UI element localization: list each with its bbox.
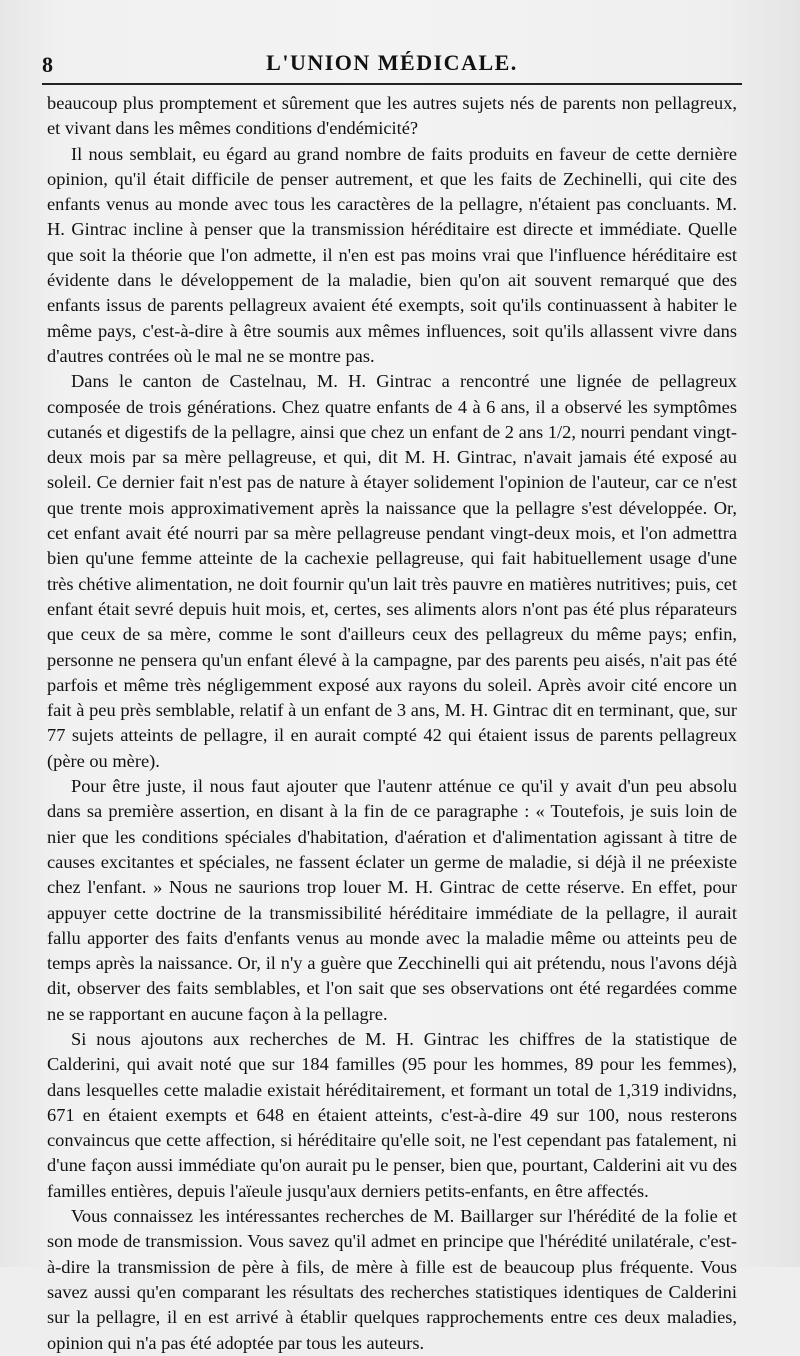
paragraph-castelnau-case: Dans le canton de Castelnau, M. H. Gintrac a rencontré une lignée de pellagreux composée de trois générations. Chez quatre enfants de 4 à 6 ans, il a observé les symptômes cutanés et digestifs de la pellagre, ainsi que chez un enfant de 2 ans 1/2, nourri pendant vingt-deux mois par sa mère pellagreuse, et qui, dit M. H. Gintrac, n'avait jamais été exposé au soleil. Ce dernier fait n'est pas de nature à étayer solidement l'opinion de l'auteur, car ce n'est que trente mois approximativement après la naissance que la pellagre s'est développée. Or, cet enfant avait été nourri par sa mère pellagreuse pendant vingt-deux mois, et l'on admettra bien qu'une femme atteinte de la cachexie pellagreuse, qui fait habituellement usage d'une très chétive alimentation, ne doit fournir qu'un lait très pauvre en matières nutritives; puis, cet enfant était sevré depuis huit mois, et, certes, ses aliments alors n'ont pas été plus réparateurs que ceux de sa mère, comme le sont d'ailleurs ceux des pellagreux du même pays; enfin, personne ne pensera qu'un enfant élevé à la campagne, par des parents peu aisés, n'ait pas été parfois et même très négligemment exposé aux rayons du soleil. Après avoir cité encore un fait à peu près semblable, relatif à un enfant de 3 ans, M. H. Gintrac dit en terminant, que, sur 77 sujets atteints de pellagre, il en aurait compté 42 qui étaient issus de parents pellagreux (père ou mère). <box>47 371 737 771</box>
paragraph-continuation: beaucoup plus promptement et sûrement que les autres sujets nés de parents non pellagreux, et vivant dans les mêmes conditions d'endémicité? <box>47 93 737 139</box>
paragraph-hereditary-opinion: Il nous semblait, eu égard au grand nombre de faits produits en faveur de cette dernière opinion, qu'il était difficile de penser autrement, et que les faits de Zechinelli, qui cite des enfants venus au monde avec tous les caractères de la pellagre, n'étaient pas concluants. M. H. Gintrac incline à penser que la transmission héréditaire est directe et immédiate. Quelle que soit la théorie que l'on admette, il n'en est pas moins vrai que l'influence héréditaire est évidente dans le développement de la maladie, bien qu'on ait souvent remarqué que des enfants issus de parents pellagreux avaient été exempts, soit qu'ils continuassent à habiter le même pays, c'est-à-dire à être soumis aux mêmes influences, soit qu'ils allassent vivre dans d'autres contrées où le mal ne se montre pas. <box>47 143 737 366</box>
page-number: 8 <box>42 52 53 77</box>
article-body <box>47 91 737 1356</box>
header-rule <box>42 83 742 85</box>
paragraph-baillarger-research: Vous connaissez les intéressantes recherches de M. Baillarger sur l'hérédité de la folie et son mode de transmission. Vous savez qu'il admet en principe que l'hérédité unilatérale, c'est-à-dire la transmission de père à fils, de mère à fille est de beaucoup plus fréquente. Vous savez aussi qu'en comparant les résultats des recherches statistiques identiques de Calderini sur la pellagre, il en est arrivé à établir quelques rapprochements entre ces deux maladies, opinion qui n'a pas été adoptée par tous les auteurs. <box>47 1206 737 1353</box>
running-head <box>42 44 742 76</box>
journal-title: L'UNION MÉDICALE. <box>266 50 518 75</box>
paragraph-calderini-statistics: Si nous ajoutons aux recherches de M. H. Gintrac les chiffres de la statistique de Calderini, qui avait noté que sur 184 familles (95 pour les hommes, 89 pour les femmes), dans lesquelles cette maladie existait héréditairement, et formant un total de 1,319 individns, 671 en étaient exempts et 648 en étaient atteints, c'est-à-dire 49 sur 100, nous resterons convaincus que cette affection, si héréditaire qu'elle soit, ne l'est cependant pas fatalement, ni d'une façon aussi immédiate qu'on aurait pu le penser, bien que, pourtant, Calderini ait vu des familles entières, depuis l'aïeule jusqu'aux derniers petits-enfants, en être affectés. <box>47 1028 737 1201</box>
paragraph-author-reservation: Pour être juste, il nous faut ajouter que l'autenr atténue ce qu'il y avait d'un peu absolu dans sa première assertion, en disant à la fin de ce paragraphe : « Toutefois, je suis loin de nier que les conditions spéciales d'habitation, d'aération et d'alimentation agissant à titre de causes excitantes et spéciales, ne fassent éclater un germe de maladie, si déjà il ne préexiste chez l'enfant. » Nous ne saurions trop louer M. H. Gintrac de cette réserve. En effet, pour appuyer cette doctrine de la transmissibilité héréditaire immédiate de la pellagre, il aurait fallu apporter des faits d'enfants venus au monde avec la maladie même ou atteints peu de temps après la naissance. Or, il n'y a guère que Zecchinelli qui ait prétendu, nous l'avons déjà dit, observer des faits semblables, et l'on sait que ses observations ont été regardées comme ne se rapportant en aucune façon à la pellagre. <box>47 776 737 1024</box>
